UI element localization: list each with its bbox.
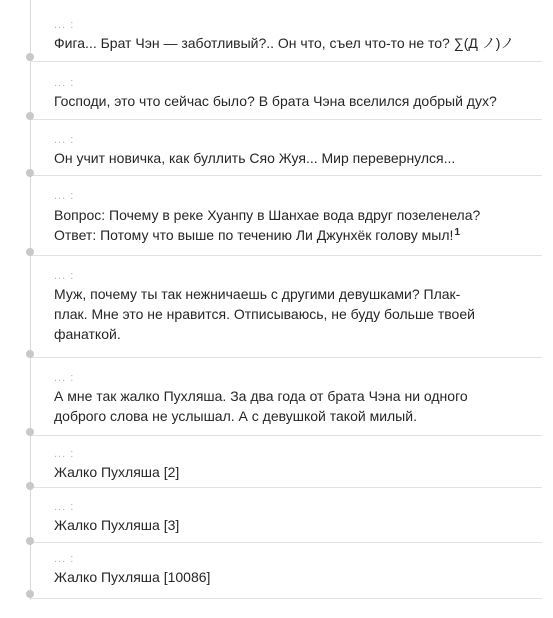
- comment-text: [54, 284, 540, 344]
- comment-text-line: Фига... Брат Чэн — заботливый?.. Он что, съел что-то не то? ∑(Д ノ)ノ: [54, 35, 515, 51]
- comment-text: [54, 148, 540, 168]
- timeline-dot: [26, 350, 34, 358]
- comment-text-segment: Ответ: Потому что выше по течению Ли Джунхёк голову мыл!: [54, 227, 454, 243]
- comment-text-line: [54, 225, 540, 245]
- comment-text: [54, 205, 540, 245]
- comment-author: ... :: [54, 501, 75, 513]
- comment-text-line: доброго слова не услышал. А с девушкой такой милый.: [54, 408, 417, 424]
- comment-item: [30, 256, 542, 358]
- comment-text-line: Муж, почему ты так нежничаешь с другими девушками? Плак-: [54, 286, 461, 302]
- comment-item: [30, 358, 542, 436]
- comment-item: [30, 176, 542, 256]
- comment-text-line: Он учит новичка, как буллить Сяо Жуя... Мир перевернулся...: [54, 150, 456, 166]
- comment-text-line: фанаткой.: [54, 326, 121, 342]
- comment-author: ... :: [54, 448, 75, 460]
- comment-item: [30, 488, 542, 543]
- comment-author: ... :: [54, 372, 75, 384]
- footnote-marker[interactable]: 1: [454, 227, 460, 238]
- comment-author: ... :: [54, 190, 75, 202]
- comment-text-line: Господи, это что сейчас было? В брата Чэна вселился добрый дух?: [54, 93, 497, 109]
- comment-text-line: А мне так жалко Пухляша. За два года от брата Чэна ни одного: [54, 388, 468, 404]
- comment-text: [54, 515, 540, 535]
- comment-author: ... :: [54, 19, 75, 31]
- comment-author: ... :: [54, 270, 75, 282]
- comment-item: [30, 436, 542, 488]
- comment-text-line: Вопрос: Почему в реке Хуанпу в Шанхае вода вдруг позеленела?: [54, 207, 481, 223]
- comment-text-line: Жалко Пухляша [10086]: [54, 569, 211, 585]
- timeline-dot: [26, 112, 34, 120]
- comment-text: [54, 91, 540, 111]
- timeline-dot: [26, 53, 34, 61]
- comment-text: [54, 33, 540, 53]
- comment-text: [54, 462, 540, 482]
- comment-item: [30, 62, 542, 120]
- comment-item: [30, 543, 542, 599]
- comment-text-line: Жалко Пухляша [3]: [54, 517, 180, 533]
- comment-author: ... :: [54, 77, 75, 89]
- timeline-dot: [26, 590, 34, 598]
- timeline-dot: [26, 248, 34, 256]
- comment-item: [30, 0, 542, 62]
- comment-text: [54, 386, 540, 426]
- comment-author: ... :: [54, 553, 75, 565]
- comment-author: ... :: [54, 134, 75, 146]
- timeline-dot: [26, 428, 34, 436]
- comment-item: [30, 120, 542, 176]
- comment-text-line: Жалко Пухляша [2]: [54, 464, 180, 480]
- comment-text: [54, 567, 540, 587]
- comment-text-line: плак. Мне это не нравится. Отписываюсь, не буду больше твоей: [54, 306, 475, 322]
